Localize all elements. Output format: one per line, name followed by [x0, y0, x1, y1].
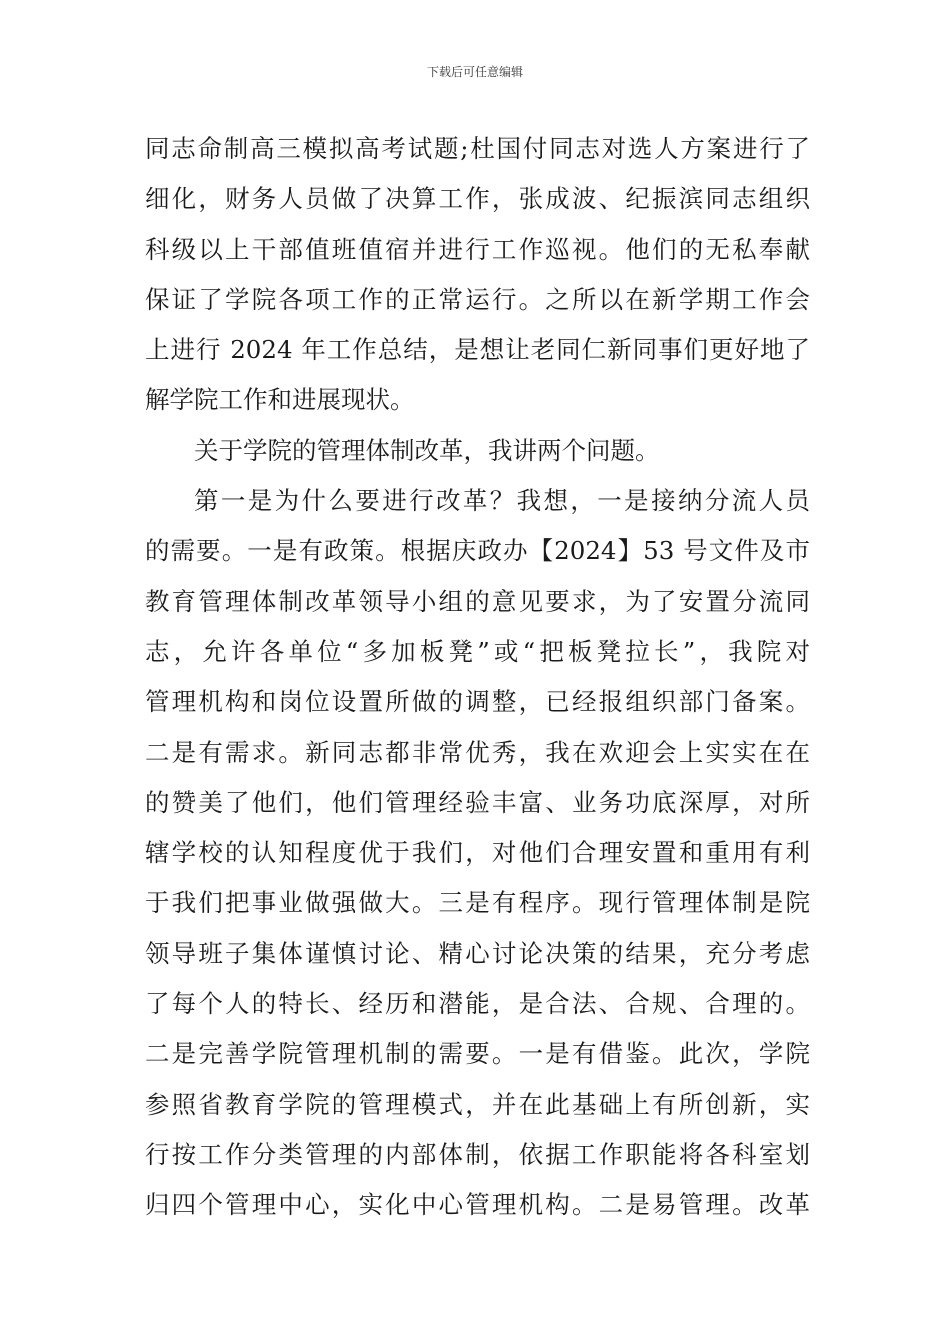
text-line: 同志命制高三模拟高考试题;杜国付同志对选人方案进行了	[145, 134, 810, 163]
text-line: 第一是为什么要进行改革？我想，一是接纳分流人员	[194, 486, 810, 516]
text-line: 辖学校的认知程度优于我们，对他们合理安置和重用有利	[145, 838, 810, 868]
text-line: 细化，财务人员做了决算工作，张成波、纪振滨同志组织	[145, 184, 810, 214]
text-line: 领导班子集体谨慎讨论、精心讨论决策的结果，充分考虑	[145, 938, 810, 968]
text-line: 了每个人的特长、经历和潜能，是合法、合规、合理的。	[145, 989, 810, 1019]
text-line: 的赞美了他们，他们管理经验丰富、业务功底深厚，对所	[145, 787, 810, 817]
text-line: 志，允许各单位“多加板凳”或“把板凳拉长”，我院对	[145, 636, 810, 666]
text-line: 二是完善学院管理机制的需要。一是有借鉴。此次，学院	[145, 1039, 810, 1069]
text-line: 关于学院的管理体制改革，我讲两个问题。	[194, 435, 660, 465]
text-line: 于我们把事业做强做大。三是有程序。现行管理体制是院	[145, 888, 810, 918]
page-header: 下载后可任意编辑	[426, 65, 523, 79]
text-line: 上进行 2024 年工作总结，是想让老同仁新同事们更好地了	[145, 335, 810, 365]
text-line: 科级以上干部值班值宿并进行工作巡视。他们的无私奉献	[145, 234, 810, 264]
text-line: 解学院工作和进展现状。	[145, 385, 415, 415]
text-line: 行按工作分类管理的内部体制，依据工作职能将各科室划	[145, 1139, 810, 1169]
text-line: 保证了学院各项工作的正常运行。之所以在新学期工作会	[145, 284, 810, 314]
text-line: 参照省教育学院的管理模式，并在此基础上有所创新，实	[145, 1089, 810, 1119]
text-line: 教育管理体制改革领导小组的意见要求，为了安置分流同	[145, 586, 810, 616]
text-line: 归四个管理中心，实化中心管理机构。二是易管理。改革	[145, 1190, 810, 1220]
document-body	[145, 124, 810, 1231]
text-line: 二是有需求。新同志都非常优秀，我在欢迎会上实实在在	[145, 737, 810, 767]
text-line: 管理机构和岗位设置所做的调整，已经报组织部门备案。	[145, 687, 810, 717]
text-line: 的需要。一是有政策。根据庆政办【2024】53 号文件及市	[145, 536, 810, 566]
